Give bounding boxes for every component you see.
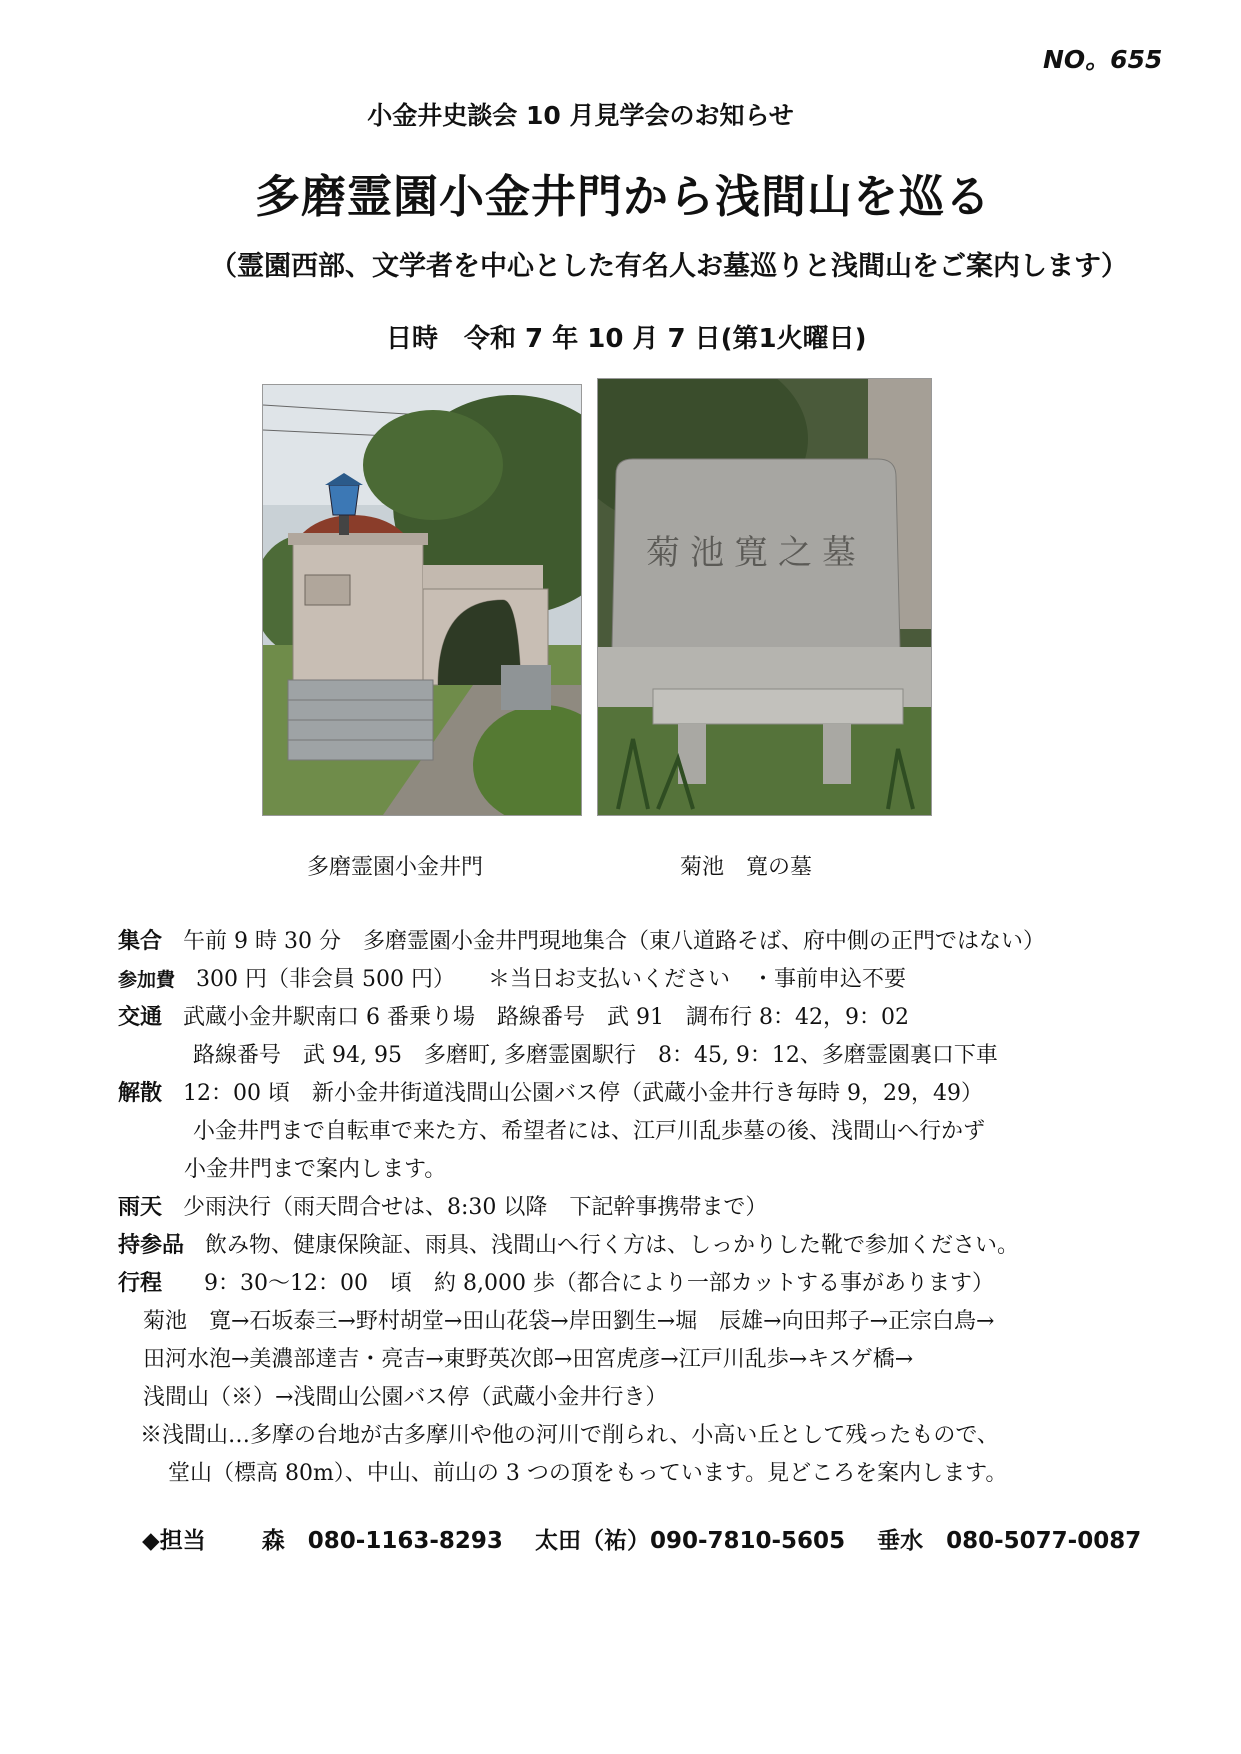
itinerary-line-2: 田河水泡→美濃部達吉・亮吉→東野英次郎→田宮虎彦→江戸川乱歩→キスゲ橋→ [143,1347,914,1372]
event-datetime: 日時 令和 7 年 10 月 7 日(第1火曜日) [386,324,867,354]
itinerary-time: 9：30～12：00 頃 約 8,000 歩（都合により一部カットする事があります） [203,1271,995,1296]
note-line-2: 堂山（標高 80m）、中山、前山の 3 つの頂をもっています。見どころを案内します。 [168,1461,1008,1486]
fee-label: 参加費 [118,969,176,991]
transport-line-1: 武蔵小金井駅南口 6 番乗り場 路線番号 武 91 調布行 8：42，9：02 [183,1005,909,1030]
meeting-row [118,924,1045,955]
photo-kikuchi-grave [597,378,932,816]
meeting-label: 集合 [118,929,163,954]
fee-row [118,962,906,993]
itinerary-row [118,1266,994,1297]
itinerary-line-1: 菊池 寛→石坂泰三→野村胡堂→田山花袋→岸田劉生→堀 辰雄→向田邦子→正宗白鳥→ [143,1309,995,1334]
rain-label: 雨天 [118,1195,163,1220]
dismiss-line-3: 小金井門まで案内します。 [184,1157,447,1182]
dismiss-line-1: 12：00 頃 新小金井街道浅間山公園バス停（武蔵小金井行き毎時 9，29，49） [183,1081,983,1106]
itinerary-label: 行程 [118,1271,163,1296]
contact-person-3: 垂水 080-5077-0087 [877,1528,1142,1554]
contact-person-2: 太田（祐）090-7810-5605 [534,1528,846,1554]
page-title: 多磨霊園小金井門から浅間山を巡る [255,170,992,223]
photo-koganei-gate [262,384,582,816]
grave-inscription: 菊池寛之墓 [646,533,866,573]
meeting-text: 午前 9 時 30 分 多磨霊園小金井門現地集合（東八道路そば、府中側の正門ではない） [183,929,1045,954]
items-label: 持参品 [118,1233,185,1258]
caption-gate: 多磨霊園小金井門 [307,855,484,880]
items-text: 飲み物、健康保険証、雨具、浅間山へ行く方は、しっかりした靴で参加ください。 [205,1233,1020,1258]
transport-line-2: 路線番号 武 94, 95 多磨町, 多磨霊園駅行 8：45, 9：12、多磨霊園裏口下車 [193,1043,998,1068]
dismiss-row [118,1076,983,1107]
rain-text: 少雨決行（雨天問合せは、8:30 以降 下記幹事携帯まで） [183,1195,768,1220]
contact-person-1: 森 080-1163-8293 [261,1528,503,1554]
items-row [118,1228,1019,1259]
itinerary-line-3: 浅間山（※）→浅間山公園バス停（武蔵小金井行き） [143,1385,668,1410]
contact-row [142,1522,1141,1555]
dismiss-label: 解散 [118,1081,163,1106]
note-line-1: ※浅間山…多摩の台地が古多摩川や他の河川で削られ、小高い丘として残ったもので、 [140,1423,999,1448]
document-number: NO。655 [1043,45,1163,74]
event-description: （霊園西部、文学者を中心とした有名人お墓巡りと浅間山をご案内します） [210,251,1128,282]
transport-label: 交通 [118,1005,163,1030]
contact-label: ◆担当 [142,1528,206,1554]
transport-row [118,1000,909,1031]
rain-row [118,1190,767,1221]
dismiss-line-2: 小金井門まで自転車で来た方、希望者には、江戸川乱歩墓の後、浅間山へ行かず [193,1119,986,1144]
fee-text: 300 円（非会員 500 円） ＊当日お支払いください ・事前申込不要 [196,967,906,992]
announcement-subtitle: 小金井史談会 10 月見学会のお知らせ [367,101,794,130]
caption-grave: 菊池 寛の墓 [680,855,813,880]
